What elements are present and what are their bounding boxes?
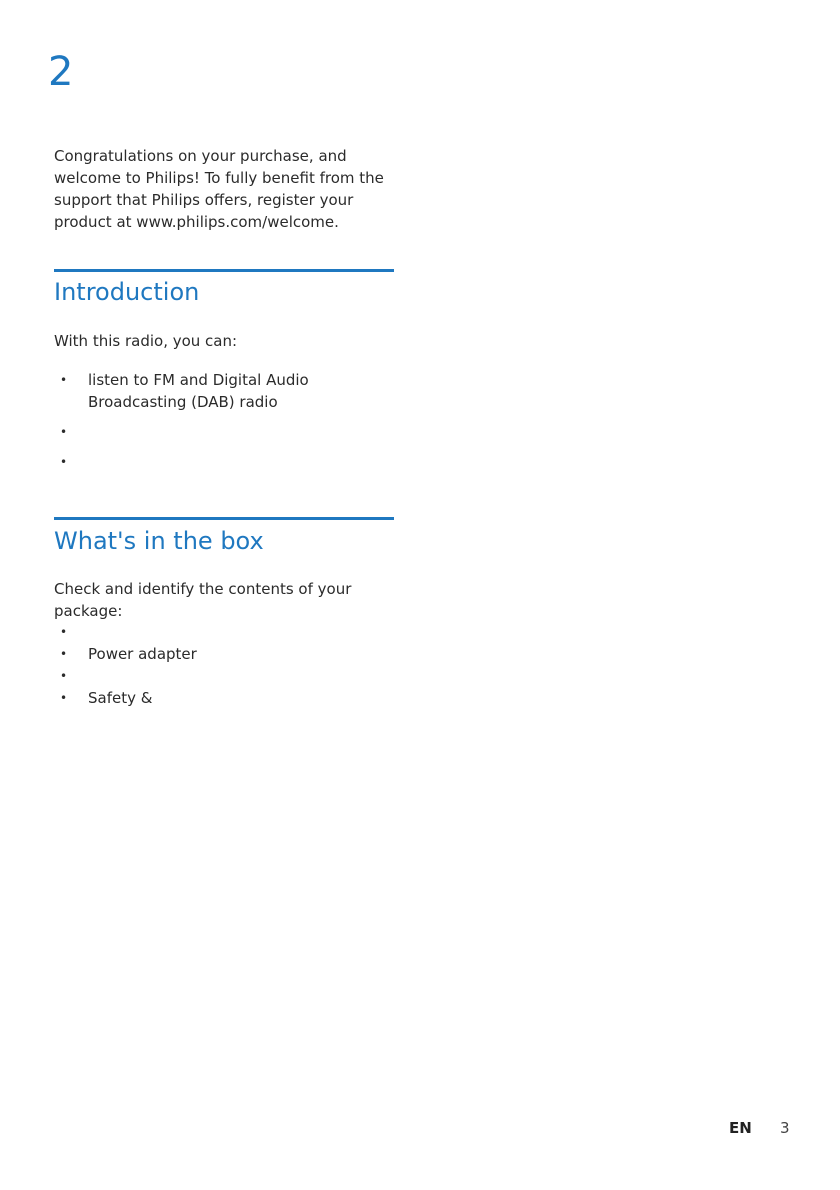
list-item — [54, 665, 399, 687]
section-rule-introduction — [54, 269, 394, 272]
list-item — [54, 369, 399, 413]
bullet-icon: • — [60, 373, 68, 387]
list-item — [54, 451, 399, 473]
bullet-icon: • — [60, 425, 68, 439]
list-item — [54, 643, 399, 665]
bullet-icon: • — [60, 625, 68, 639]
box-lead: Check and identify the contents of your package: — [54, 580, 352, 620]
section-title-introduction: Introduction — [54, 278, 200, 306]
section-rule-box — [54, 517, 394, 520]
bullet-text: Safety & — [88, 689, 153, 707]
box-bullet-list — [54, 621, 399, 709]
bullet-icon: • — [60, 647, 68, 661]
bullet-icon: • — [60, 669, 68, 683]
bullet-text: listen to FM and Digital Audio Broadcasting (DAB) radio — [88, 371, 309, 411]
footer-language-code: EN — [729, 1119, 752, 1137]
list-item — [54, 421, 399, 443]
chapter-number: 2 — [48, 49, 74, 95]
page-number: 3 — [780, 1119, 790, 1137]
bullet-text — [88, 621, 399, 643]
bullet-icon: • — [60, 691, 68, 705]
bullet-text — [88, 421, 399, 443]
bullet-text: Power adapter — [88, 645, 197, 663]
introduction-lead: With this radio, you can: — [54, 332, 238, 350]
bullet-icon: • — [60, 455, 68, 469]
section-title-box: What's in the box — [54, 527, 264, 555]
bullet-text — [88, 451, 399, 473]
list-item — [54, 621, 399, 643]
introduction-bullet-list — [54, 369, 399, 473]
list-item — [54, 687, 399, 709]
bullet-text — [88, 665, 399, 687]
welcome-paragraph: Congratulations on your purchase, and welcome to Philips! To fully benefit from the support that Philips offers, register your product at www.philips.com/welcome. — [54, 147, 384, 231]
